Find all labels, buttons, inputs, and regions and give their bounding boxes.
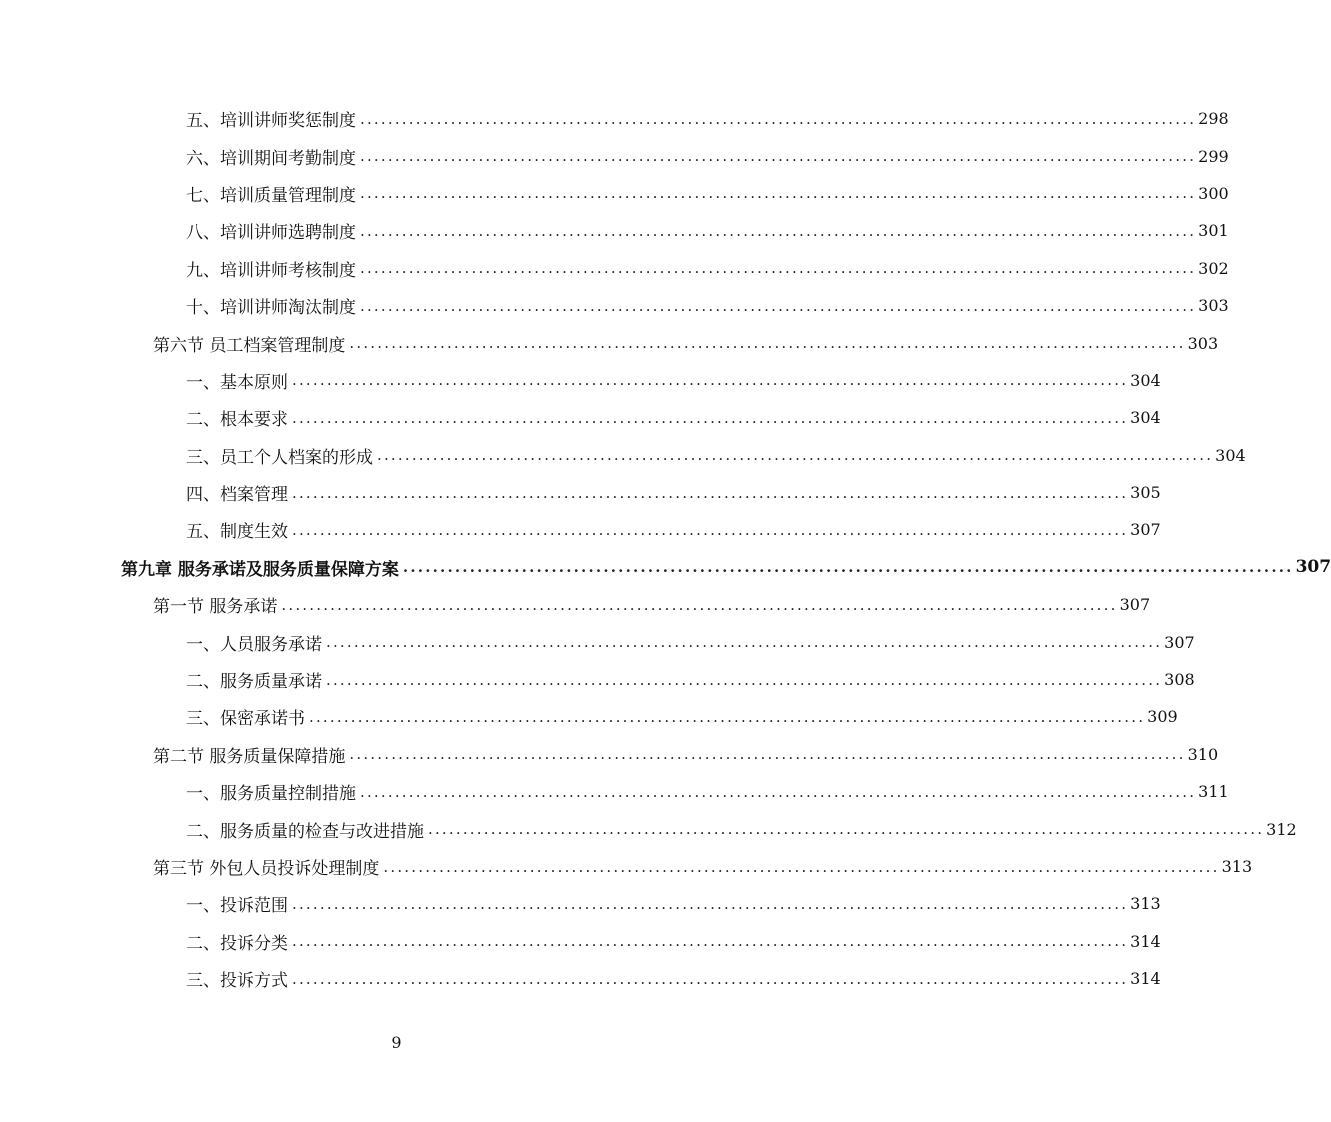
toc-entry-page: 312 bbox=[1266, 819, 1297, 839]
dot-leader: ........................................................................................................................ bbox=[292, 483, 1129, 502]
toc-entry[interactable] bbox=[186, 960, 1161, 997]
dot-leader: ........................................................................................................................ bbox=[360, 259, 1197, 278]
toc-entry-label: 六、培训期间考勤制度 bbox=[186, 148, 356, 169]
toc-entry[interactable] bbox=[186, 175, 1229, 212]
toc-entry-page: 307 bbox=[1119, 595, 1151, 615]
dot-leader: ........................................................................................................................ bbox=[292, 371, 1129, 390]
toc-entry-label: 五、制度生效 bbox=[186, 522, 288, 543]
toc-entry-label: 第六节 员工档案管理制度 bbox=[153, 335, 346, 356]
toc-entry-page: 308 bbox=[1164, 670, 1195, 690]
toc-entry-page: 310 bbox=[1187, 744, 1219, 764]
toc-entry-label: 一、服务质量控制措施 bbox=[186, 784, 356, 805]
toc-entry[interactable] bbox=[186, 287, 1229, 324]
toc-entry-label: 九、培训讲师考核制度 bbox=[186, 260, 356, 281]
toc-entry[interactable] bbox=[186, 362, 1161, 399]
toc-entry-label: 一、投诉范围 bbox=[186, 896, 288, 917]
toc-entry-page: 307 bbox=[1130, 520, 1161, 540]
toc-entry[interactable] bbox=[186, 474, 1161, 511]
dot-leader: ........................................................................................................................ bbox=[360, 782, 1197, 801]
toc-entry-label: 四、档案管理 bbox=[186, 485, 288, 506]
toc-entry-page: 307 bbox=[1164, 632, 1195, 652]
dot-leader: ........................................................................................................................ bbox=[383, 857, 1220, 876]
toc-section-entry[interactable] bbox=[153, 736, 1219, 773]
dot-leader: ........................................................................................................................ bbox=[402, 558, 1294, 577]
toc-entry-label: 五、培训讲师奖惩制度 bbox=[186, 111, 356, 132]
toc-section-entry[interactable] bbox=[153, 586, 1151, 623]
toc-entry[interactable] bbox=[186, 511, 1161, 548]
toc-entry[interactable] bbox=[186, 100, 1229, 137]
toc-entry-label: 八、培训讲师选聘制度 bbox=[186, 223, 356, 244]
dot-leader: ........................................................................................................................ bbox=[292, 932, 1129, 951]
toc-entry-page: 313 bbox=[1130, 894, 1161, 914]
toc-entry-page: 314 bbox=[1130, 931, 1161, 951]
toc-entry[interactable] bbox=[186, 623, 1195, 660]
dot-leader: ........................................................................................................................ bbox=[292, 408, 1129, 427]
dot-leader: ........................................................................................................................ bbox=[281, 595, 1118, 614]
toc-entry-label: 三、投诉方式 bbox=[186, 971, 288, 992]
toc-chapter-entry[interactable] bbox=[121, 549, 1331, 586]
dot-leader: ........................................................................................................................ bbox=[292, 969, 1129, 988]
toc-entry-page: 307 bbox=[1295, 557, 1331, 578]
toc-entry-page: 301 bbox=[1198, 221, 1229, 241]
toc-entry-page: 304 bbox=[1130, 370, 1161, 390]
toc-entry-page: 309 bbox=[1147, 707, 1178, 727]
toc-entry-page: 300 bbox=[1198, 183, 1229, 203]
toc-entry-label: 三、保密承诺书 bbox=[186, 709, 305, 730]
toc-entry-label: 二、服务质量的检查与改进措施 bbox=[186, 821, 424, 842]
page-number: 9 bbox=[391, 1033, 402, 1052]
toc-section-entry[interactable] bbox=[153, 324, 1219, 361]
toc-entry-page: 303 bbox=[1187, 333, 1219, 353]
toc-entry-label: 三、员工个人档案的形成 bbox=[186, 447, 373, 468]
toc-entry-page: 314 bbox=[1130, 969, 1161, 989]
toc-entry-page: 302 bbox=[1198, 258, 1229, 278]
toc-entry[interactable] bbox=[186, 661, 1195, 698]
toc-entry-label: 第三节 外包人员投诉处理制度 bbox=[153, 859, 380, 879]
toc-entry[interactable] bbox=[186, 885, 1161, 922]
dot-leader: ........................................................................................................................ bbox=[360, 109, 1197, 128]
dot-leader: ........................................................................................................................ bbox=[292, 894, 1129, 913]
toc-entry-page: 303 bbox=[1198, 296, 1229, 316]
toc-entry[interactable] bbox=[186, 437, 1246, 474]
toc-entry-label: 第二节 服务质量保障措施 bbox=[153, 746, 346, 767]
toc-entry[interactable] bbox=[186, 212, 1229, 249]
dot-leader: ........................................................................................................................ bbox=[292, 520, 1129, 539]
toc-entry-page: 313 bbox=[1221, 857, 1253, 876]
toc-entry[interactable] bbox=[186, 698, 1178, 735]
toc-entry[interactable] bbox=[186, 810, 1297, 847]
toc-entry-page: 299 bbox=[1198, 146, 1229, 166]
toc-entry-page: 304 bbox=[1130, 408, 1161, 428]
dot-leader: ........................................................................................................................ bbox=[377, 446, 1214, 465]
dot-leader: ........................................................................................................................ bbox=[428, 820, 1265, 839]
toc-entry[interactable] bbox=[186, 923, 1161, 960]
dot-leader: ........................................................................................................................ bbox=[360, 184, 1197, 203]
toc-entry-label: 第九章 服务承诺及服务质量保障方案 bbox=[121, 559, 399, 580]
toc-entry-page: 304 bbox=[1215, 445, 1246, 465]
toc-entry[interactable] bbox=[186, 137, 1229, 174]
dot-leader: ........................................................................................................................ bbox=[349, 334, 1186, 353]
toc-entry-page: 298 bbox=[1198, 109, 1229, 129]
dot-leader: ........................................................................................................................ bbox=[309, 707, 1146, 726]
toc-entry-label: 二、投诉分类 bbox=[186, 933, 288, 954]
toc-entry-label: 一、基本原则 bbox=[186, 372, 288, 393]
toc-section-entry[interactable] bbox=[153, 848, 1253, 885]
toc-entry-page: 311 bbox=[1198, 782, 1229, 802]
toc-entry-label: 七、培训质量管理制度 bbox=[186, 185, 356, 206]
dot-leader: ........................................................................................................................ bbox=[360, 296, 1197, 315]
toc-entry-label: 二、根本要求 bbox=[186, 410, 288, 431]
toc-entry-page: 305 bbox=[1130, 483, 1161, 503]
dot-leader: ........................................................................................................................ bbox=[360, 147, 1197, 166]
toc-entry[interactable] bbox=[186, 399, 1161, 436]
dot-leader: ........................................................................................................................ bbox=[360, 221, 1197, 240]
toc-entry[interactable] bbox=[186, 773, 1229, 810]
table-of-contents bbox=[0, 100, 1331, 997]
dot-leader: ........................................................................................................................ bbox=[326, 633, 1163, 652]
toc-entry-label: 一、人员服务承诺 bbox=[186, 634, 322, 655]
toc-entry-label: 二、服务质量承诺 bbox=[186, 672, 322, 693]
dot-leader: ........................................................................................................................ bbox=[349, 745, 1186, 764]
toc-entry-label: 十、培训讲师淘汰制度 bbox=[186, 298, 356, 319]
toc-entry-label: 第一节 服务承诺 bbox=[153, 597, 278, 618]
dot-leader: ........................................................................................................................ bbox=[326, 670, 1163, 689]
toc-entry[interactable] bbox=[186, 250, 1229, 287]
